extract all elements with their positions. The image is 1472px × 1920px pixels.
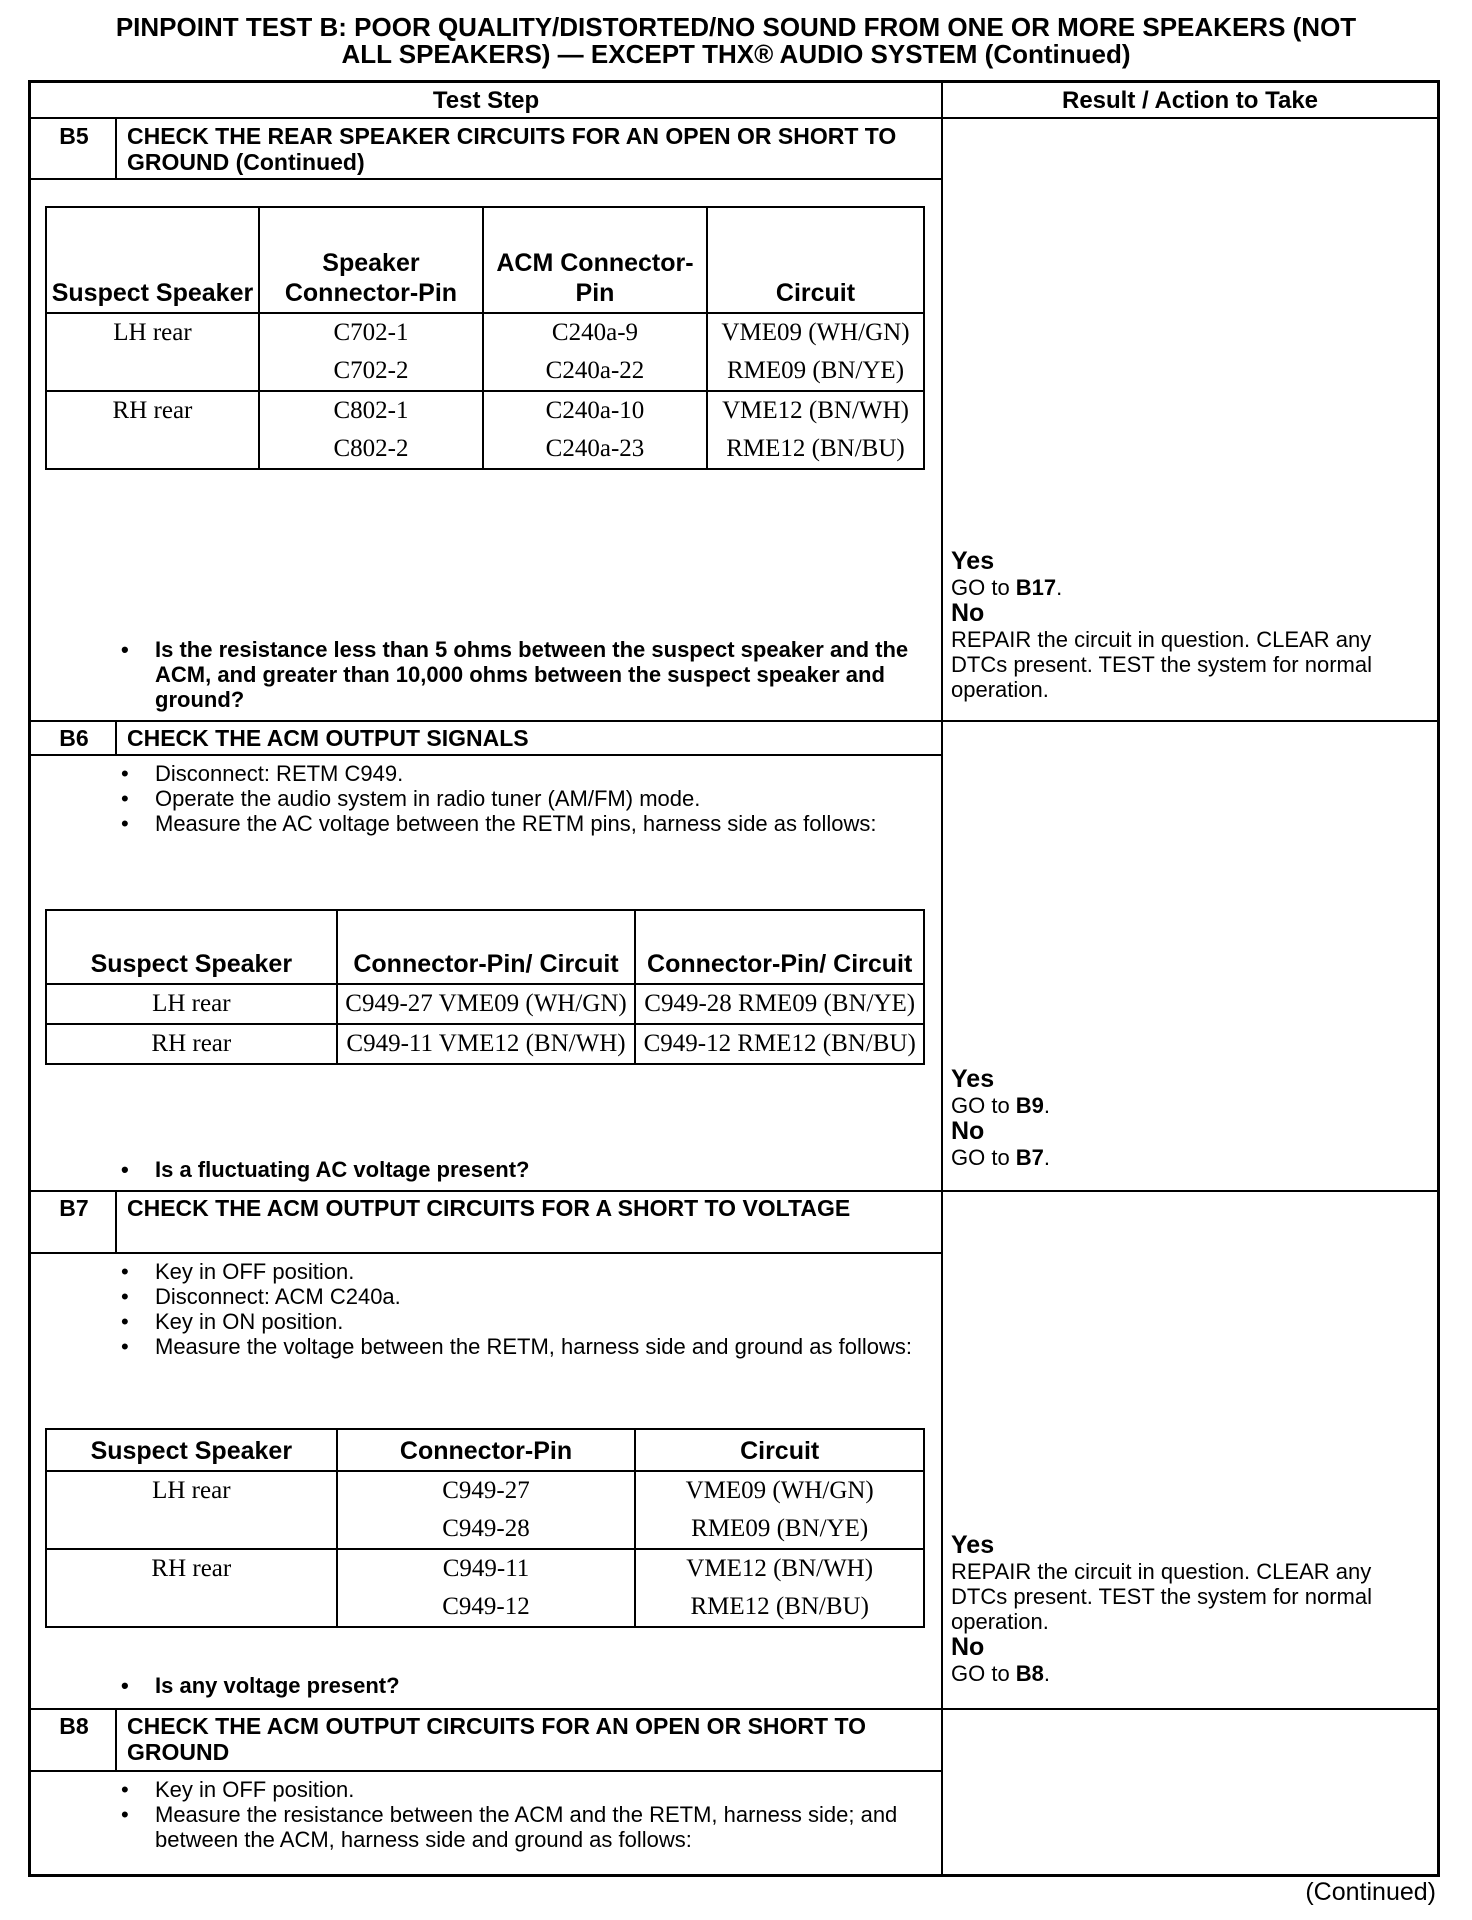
table-cell: RH rear <box>46 1024 337 1064</box>
row-divider <box>31 117 1437 119</box>
instruction-item: • Key in ON position. <box>121 1309 921 1334</box>
row-divider <box>31 1770 941 1772</box>
table-cell: C949-28 RME09 (BN/YE) <box>635 984 924 1024</box>
row-divider <box>31 720 1437 722</box>
question-text: • Is any voltage present? <box>121 1673 921 1698</box>
step-reference: B9 <box>1015 1093 1044 1118</box>
continued-label: (Continued) <box>1305 1878 1436 1906</box>
b7-voltage-table <box>45 1428 925 1628</box>
instruction-item: • Key in OFF position. <box>121 1777 921 1802</box>
table-cell: VME09 (WH/GN) <box>635 1471 924 1510</box>
no-label: No <box>951 1633 985 1661</box>
table-row <box>46 1471 924 1510</box>
b8-instructions <box>121 1777 921 1852</box>
step-title-b8: CHECK THE ACM OUTPUT CIRCUITS FOR AN OPEN OR SHORT TO GROUND <box>127 1713 866 1765</box>
step-title-b7: CHECK THE ACM OUTPUT CIRCUITS FOR A SHORT TO VOLTAGE <box>127 1195 851 1221</box>
table-cell: RME12 (BN/BU) <box>707 430 924 469</box>
instruction-item: • Disconnect: RETM C949. <box>121 761 921 786</box>
question-text: • Is a fluctuating AC voltage present? <box>121 1157 921 1182</box>
table-row <box>46 391 924 430</box>
step-id-b8: B8 <box>59 1713 89 1739</box>
row-divider <box>31 1252 941 1254</box>
b7-table-header: Suspect Speaker <box>46 1429 337 1471</box>
table-row <box>46 352 924 391</box>
table-cell: C240a-23 <box>483 430 707 469</box>
b6-table-header: Connector-Pin/ Circuit <box>337 910 636 984</box>
table-row <box>46 313 924 352</box>
row-divider <box>31 1708 1437 1710</box>
b6-table-header: Suspect Speaker <box>46 910 337 984</box>
table-cell: C240a-22 <box>483 352 707 391</box>
instruction-item: • Disconnect: ACM C240a. <box>121 1284 921 1309</box>
table-cell: C949-11 <box>337 1549 636 1588</box>
no-label: No <box>951 1117 985 1145</box>
row-divider <box>31 754 941 756</box>
b7-result <box>951 1532 1431 1686</box>
question-text: • Is the resistance less than 5 ohms between the suspect speaker and the ACM, and greater than 10,000 ohms between the suspect speaker and ground? <box>121 637 921 712</box>
table-cell: VME12 (BN/WH) <box>635 1549 924 1588</box>
yes-label: Yes <box>951 1065 995 1093</box>
row-divider <box>31 1190 1437 1192</box>
no-action: GO to B7. <box>951 1145 1051 1170</box>
step-id-b7: B7 <box>59 1195 89 1221</box>
page-title-line2: ALL SPEAKERS) — EXCEPT THX® AUDIO SYSTEM (Continued) <box>341 39 1131 69</box>
step-title-b5: CHECK THE REAR SPEAKER CIRCUITS FOR AN OPEN OR SHORT TO GROUND (Continued) <box>127 123 897 175</box>
table-cell: RH rear <box>46 1549 337 1588</box>
table-cell: RME09 (BN/YE) <box>707 352 924 391</box>
b7-table-header: Connector-Pin <box>337 1429 636 1471</box>
b5-table-header: Circuit <box>707 207 924 313</box>
b7-instructions <box>121 1259 921 1359</box>
table-cell: RME09 (BN/YE) <box>635 1510 924 1549</box>
table-cell <box>46 430 259 469</box>
yes-label: Yes <box>951 1531 995 1559</box>
yes-action: GO to B9. <box>951 1093 1051 1118</box>
b7-table-header: Circuit <box>635 1429 924 1471</box>
table-cell: C949-27 <box>337 1471 636 1510</box>
table-cell: C702-1 <box>259 313 483 352</box>
b6-table-header: Connector-Pin/ Circuit <box>635 910 924 984</box>
no-label: No <box>951 599 985 627</box>
table-cell: C949-12 <box>337 1588 636 1627</box>
table-cell: RH rear <box>46 391 259 430</box>
instruction-item: • Measure the resistance between the ACM and the RETM, harness side; and between the ACM, harness side and ground as follows: <box>121 1802 921 1852</box>
column-header-result: Result / Action to Take <box>1061 87 1319 114</box>
b5-speaker-circuit-table <box>45 206 925 470</box>
b6-result <box>951 1066 1431 1170</box>
table-cell: C949-11 VME12 (BN/WH) <box>337 1024 636 1064</box>
table-cell: C949-12 RME12 (BN/BU) <box>635 1024 924 1064</box>
pinpoint-test-table <box>28 80 1440 1877</box>
step-title-b6: CHECK THE ACM OUTPUT SIGNALS <box>127 725 529 751</box>
page-title <box>40 14 1432 68</box>
row-divider <box>31 178 941 180</box>
b5-table-header: ACM Connector-Pin <box>483 207 707 313</box>
b5-table-header: Suspect Speaker <box>46 207 259 313</box>
b6-question <box>121 1157 921 1182</box>
table-cell <box>46 1510 337 1549</box>
table-row <box>46 1588 924 1627</box>
table-row <box>46 1549 924 1588</box>
column-divider <box>941 83 943 1877</box>
step-reference: B8 <box>1015 1661 1044 1686</box>
table-cell <box>46 352 259 391</box>
table-cell: C702-2 <box>259 352 483 391</box>
b7-question <box>121 1673 921 1698</box>
step-reference: B7 <box>1015 1145 1044 1170</box>
b5-question <box>121 637 921 712</box>
no-action: REPAIR the circuit in question. CLEAR any DTCs present. TEST the system for normal operation. <box>951 627 1372 702</box>
yes-action: GO to B17. <box>951 575 1063 600</box>
table-cell: LH rear <box>46 313 259 352</box>
table-row <box>46 984 924 1024</box>
b6-instructions <box>121 761 921 836</box>
table-cell: LH rear <box>46 984 337 1024</box>
step-id-b6: B6 <box>59 725 89 751</box>
table-cell: C240a-9 <box>483 313 707 352</box>
table-cell: RME12 (BN/BU) <box>635 1588 924 1627</box>
table-cell: C240a-10 <box>483 391 707 430</box>
yes-action: REPAIR the circuit in question. CLEAR any DTCs present. TEST the system for normal operation. <box>951 1559 1372 1634</box>
table-row <box>46 1024 924 1064</box>
table-row <box>46 430 924 469</box>
instruction-item: • Key in OFF position. <box>121 1259 921 1284</box>
table-cell: C949-28 <box>337 1510 636 1549</box>
table-cell: C949-27 VME09 (WH/GN) <box>337 984 636 1024</box>
table-cell: C802-1 <box>259 391 483 430</box>
yes-label: Yes <box>951 547 995 575</box>
step-id-b5: B5 <box>59 123 89 149</box>
no-action: GO to B8. <box>951 1661 1051 1686</box>
step-reference: B17 <box>1015 575 1057 600</box>
table-cell: VME12 (BN/WH) <box>707 391 924 430</box>
table-cell <box>46 1588 337 1627</box>
table-cell: VME09 (WH/GN) <box>707 313 924 352</box>
table-row <box>46 1510 924 1549</box>
b5-result <box>951 548 1431 702</box>
b5-table-header: Speaker Connector-Pin <box>259 207 483 313</box>
instruction-item: • Measure the AC voltage between the RETM pins, harness side as follows: <box>121 811 921 836</box>
column-header-test-step: Test Step <box>432 87 540 114</box>
table-cell: C802-2 <box>259 430 483 469</box>
instruction-item: • Measure the voltage between the RETM, harness side and ground as follows: <box>121 1334 921 1359</box>
b6-output-signal-table <box>45 909 925 1065</box>
table-cell: LH rear <box>46 1471 337 1510</box>
page-title-line1: PINPOINT TEST B: POOR QUALITY/DISTORTED/NO SOUND FROM ONE OR MORE SPEAKERS (NOT <box>115 12 1357 42</box>
instruction-item: • Operate the audio system in radio tuner (AM/FM) mode. <box>121 786 921 811</box>
